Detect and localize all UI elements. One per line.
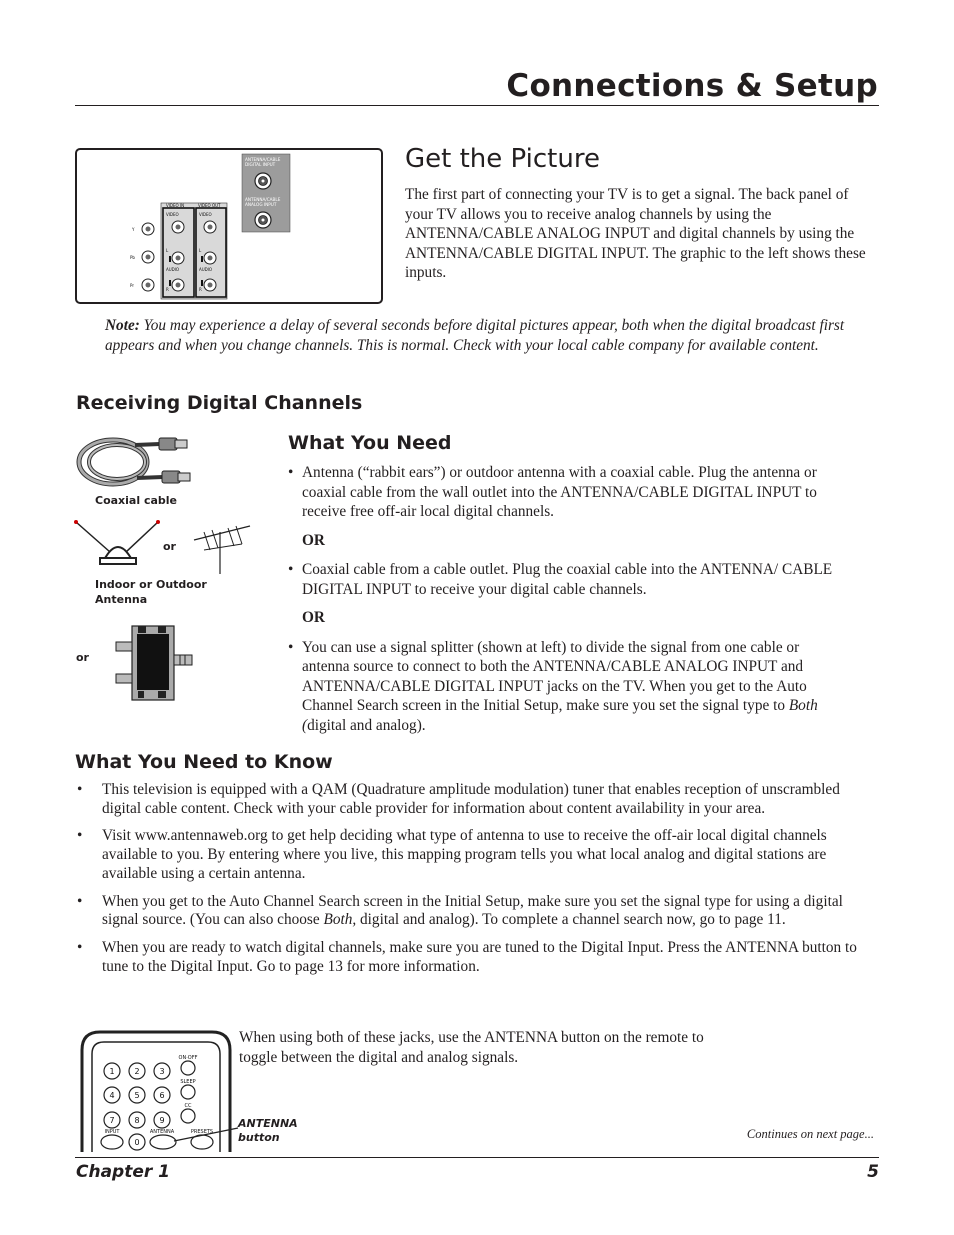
pb-label: Pb bbox=[130, 255, 135, 260]
video-out-label: VIDEO OUT bbox=[198, 203, 221, 208]
l-label-out: L bbox=[199, 248, 202, 253]
key-9: 9 bbox=[159, 1116, 165, 1125]
digital-input-label-1: ANTENNA/CABLE bbox=[245, 157, 281, 162]
antenna-caption-line-2: Antenna bbox=[95, 593, 148, 606]
auto-search-text-1: When you get to the Auto Channel Search screen in the Initial Setup, make sure you set the signal type for using a digital signal source. (You can also choose bbox=[102, 892, 843, 929]
or-caption-2: or bbox=[76, 651, 89, 664]
video-in-label: VIDEO IN bbox=[166, 203, 185, 208]
on-off-label: ON·OFF bbox=[178, 1055, 198, 1061]
key-0: 0 bbox=[134, 1138, 140, 1147]
l-label-in: L bbox=[166, 248, 169, 253]
footer-chapter: Chapter 1 bbox=[76, 1162, 171, 1182]
audio-label-out: AUDIO bbox=[199, 267, 213, 272]
need-item-antenna: • Antenna (“rabbit ears”) or outdoor antenna with a coaxial cable. Plug the antenna or coaxial cable from the wall outlet into the ANTENNA/CABLE DIGITAL INPUT to receive free off-air local digital channels. bbox=[288, 463, 838, 522]
page-header-title: Connections & Setup bbox=[506, 68, 878, 104]
signal-splitter-illustration bbox=[114, 622, 196, 704]
need-or-1: OR bbox=[302, 531, 325, 549]
audio-label-in: AUDIO bbox=[166, 267, 180, 272]
need-or-2: OR bbox=[302, 609, 325, 626]
sleep-label: SLEEP bbox=[180, 1079, 196, 1085]
note-text: You may experience a delay of several seconds before digital pictures appear, both when the digital broadcast first appears and when you change channels. This is normal. Check with your local cable company for available content. bbox=[105, 317, 845, 354]
auto-search-text-em: Both, bbox=[323, 911, 357, 929]
y-label: Y bbox=[132, 227, 135, 232]
indoor-antenna-illustration bbox=[70, 516, 165, 568]
analog-input-label-2: ANALOG INPUT bbox=[245, 202, 277, 207]
digital-input-label-2: DIGITAL INPUT bbox=[245, 162, 276, 167]
need-to-know-title: What You Need to Know bbox=[75, 751, 333, 773]
back-panel-graphic bbox=[75, 148, 383, 304]
back-panel-illustration bbox=[77, 150, 381, 302]
footer-rule bbox=[75, 1157, 879, 1158]
coaxial-caption: Coaxial cable bbox=[95, 494, 177, 507]
need-item-splitter bbox=[288, 638, 838, 736]
or-caption-1: or bbox=[163, 540, 176, 553]
what-you-need-list bbox=[288, 463, 838, 735]
analog-input-label-1: ANTENNA/CABLE bbox=[245, 197, 281, 202]
get-picture-title: Get the Picture bbox=[405, 144, 600, 174]
antenna-button-caption-line-2: button bbox=[238, 1131, 280, 1144]
splitter-text-2: digital and analog). bbox=[307, 716, 426, 734]
need-to-know-list bbox=[75, 781, 875, 985]
r-label-in: R bbox=[166, 287, 169, 292]
header-rule bbox=[75, 105, 879, 106]
splitter-text-em: Both ( bbox=[302, 697, 818, 734]
antenna-caption bbox=[95, 577, 207, 607]
key-4: 4 bbox=[109, 1091, 115, 1100]
key-2: 2 bbox=[134, 1067, 140, 1076]
outdoor-antenna-illustration bbox=[190, 518, 255, 576]
what-you-need-title: What You Need bbox=[288, 432, 452, 454]
input-label: INPUT bbox=[104, 1129, 120, 1135]
key-6: 6 bbox=[159, 1091, 165, 1100]
continues-note: Continues on next page... bbox=[746, 1127, 874, 1141]
footer-page-number: 5 bbox=[867, 1162, 879, 1182]
antenna-key-label: ANTENNA bbox=[149, 1129, 175, 1135]
key-7: 7 bbox=[109, 1116, 115, 1125]
cc-label: CC bbox=[184, 1103, 192, 1109]
key-5: 5 bbox=[134, 1091, 140, 1100]
antenna-caption-line-1: Indoor or Outdoor bbox=[95, 578, 207, 591]
need-item-cable: • Coaxial cable from a cable outlet. Plug the coaxial cable into the ANTENNA/ CABLE DIGITAL INPUT to receive your digital cable channels. bbox=[288, 560, 838, 599]
presets-label: PRESETS bbox=[190, 1129, 214, 1135]
receiving-title: Receiving Digital Channels bbox=[76, 392, 363, 414]
antenna-button-caption bbox=[238, 1117, 298, 1145]
remote-toggle-text: When using both of these jacks, use the ANTENNA button on the remote to toggle between the digital and analog signals. bbox=[239, 1029, 704, 1066]
note-label: Note: bbox=[105, 317, 140, 334]
coaxial-cable-illustration bbox=[75, 432, 205, 492]
splitter-text-1: You can use a signal splitter (shown at left) to divide the signal from one cable or antenna source to connect to both the ANTENNA/CABLE ANALOG INPUT and ANTENNA/CABLE DIGITAL INPUT jacks on the TV. When you get to the Auto Channel Search screen in the Initial Setup, make sure you set the signal type to bbox=[302, 638, 807, 714]
know-item-auto-search bbox=[75, 893, 875, 930]
video-label-in: VIDEO bbox=[166, 212, 179, 217]
key-8: 8 bbox=[134, 1116, 140, 1125]
video-label-out: VIDEO bbox=[199, 212, 212, 217]
r-label-out: R bbox=[199, 287, 202, 292]
note-paragraph bbox=[105, 316, 845, 355]
get-picture-body: The first part of connecting your TV is to get a signal. The back panel of your TV allows you to receive analog channels by using the ANTENNA/CABLE ANALOG INPUT and digital channels by using the ANTENNA/CABLE DIGITAL INPUT. The graphic to the left shows these inputs. bbox=[405, 186, 866, 281]
key-3: 3 bbox=[159, 1067, 165, 1076]
know-item-antennaweb: • Visit www.antennaweb.org to get help deciding what type of antenna to use to receive the off-air local digital channels available to you. By entering where you live, this mapping program tells you what local analog and digital stations are available using a certain antenna. bbox=[75, 827, 875, 883]
key-1: 1 bbox=[109, 1067, 115, 1076]
know-item-digital-input: • When you are ready to watch digital channels, make sure you are tuned to the Digital Input. Press the ANTENNA button to tune to the Digital Input. Go to page 13 for more information. bbox=[75, 939, 875, 976]
auto-search-text-2: digital and analog). To complete a channel search now, go to page 11. bbox=[356, 911, 786, 929]
pr-label: Pr bbox=[130, 283, 134, 288]
antenna-button-caption-line-1: ANTENNA bbox=[238, 1117, 298, 1130]
know-item-qam: • This television is equipped with a QAM (Quadrature amplitude modulation) tuner that enables reception of unscrambled digital cable content. Check with your cable provider for information about content availability in your area. bbox=[75, 781, 875, 818]
